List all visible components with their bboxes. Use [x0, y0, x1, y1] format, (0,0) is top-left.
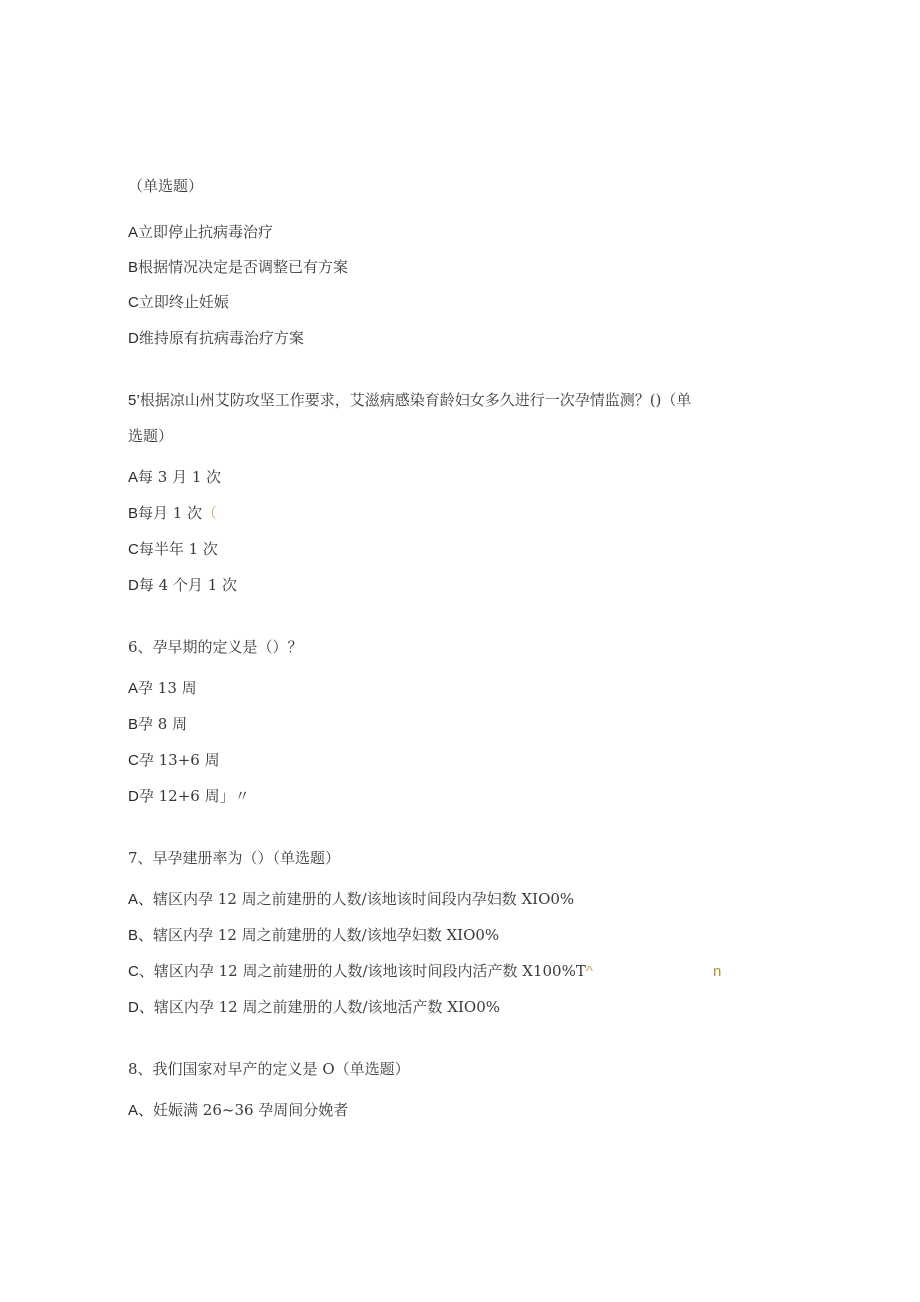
option-text: 立即停止抗病毒治疗 — [138, 223, 274, 241]
q5-title-line1 — [128, 390, 691, 411]
option-text: 每 4 个月 1 次 — [138, 576, 238, 594]
option-letter: A、 — [128, 891, 154, 908]
option-letter: C — [128, 752, 139, 769]
q5-text-line1: 根据凉山州艾防攻坚工作要求，艾滋病感染育龄妇女多久进行一次孕情监测？()（单 — [139, 391, 692, 409]
option-letter: D — [128, 788, 139, 805]
option-text: 孕 8 周 — [138, 715, 188, 733]
option-letter: C — [128, 294, 139, 311]
q5-option-d — [128, 575, 237, 596]
q4-option-c — [128, 292, 229, 313]
q8-option-a — [128, 1100, 348, 1121]
option-text: 孕 12+6 周」〃 — [138, 787, 250, 805]
option-text: 孕 13+6 周 — [138, 751, 220, 769]
q7-title: 7、早孕建册率为（）（单选题） — [128, 849, 341, 867]
q5-title-line2: 选题） — [128, 427, 174, 445]
option-text: 每半年 1 次 — [138, 540, 218, 558]
option-letter: A、 — [128, 1102, 154, 1119]
stray-mark: （ — [202, 505, 218, 522]
option-letter: C — [128, 541, 139, 558]
option-text: 立即终止妊娠 — [138, 293, 229, 311]
q7-option-a — [128, 889, 574, 910]
margin-mark: n — [713, 963, 722, 980]
q7-option-c — [128, 961, 593, 982]
q7-option-b — [128, 925, 499, 946]
q7-option-d — [128, 997, 500, 1018]
option-text: 每月 1 次 — [138, 504, 203, 522]
stray-mark: ^ — [585, 963, 593, 980]
option-letter: D、 — [128, 999, 154, 1016]
option-text: 孕 13 周 — [138, 679, 197, 697]
q4-tail: （单选题） — [128, 177, 204, 195]
q5-number: 5’ — [128, 392, 140, 409]
option-letter: B — [128, 259, 139, 276]
option-letter: A — [128, 680, 139, 697]
option-text: 辖区内孕 12 周之前建册的人数/该地该时间段内孕妇数 XIO0% — [153, 890, 575, 908]
option-letter: C、 — [128, 963, 154, 980]
q4-option-b — [128, 257, 348, 278]
option-text: 根据情况决定是否调整已有方案 — [138, 258, 349, 276]
q6-option-a — [128, 678, 197, 699]
q6-title: 6、孕早期的定义是（）？ — [128, 638, 303, 656]
option-letter: D — [128, 577, 139, 594]
q6-option-d — [128, 786, 250, 807]
q8-title: 8、我们国家对早产的定义是 O（单选题） — [128, 1060, 410, 1078]
option-text: 维持原有抗病毒治疗方案 — [138, 329, 304, 347]
q4-option-d — [128, 328, 304, 349]
option-text: 辖区内孕 12 周之前建册的人数/该地孕妇数 XIO0% — [153, 926, 500, 944]
q6-option-c — [128, 750, 220, 771]
q5-option-a — [128, 467, 221, 488]
option-text: 辖区内孕 12 周之前建册的人数/该地活产数 XIO0% — [153, 998, 500, 1016]
option-text: 辖区内孕 12 周之前建册的人数/该地该时间段内活产数 X100%T — [153, 962, 586, 980]
q5-option-b — [128, 503, 217, 524]
option-letter: A — [128, 224, 139, 241]
option-letter: A — [128, 469, 139, 486]
q6-option-b — [128, 714, 187, 735]
q5-option-c — [128, 539, 218, 560]
option-letter: B — [128, 716, 139, 733]
option-letter: B、 — [128, 927, 154, 944]
q4-option-a — [128, 222, 273, 243]
option-text: 每 3 月 1 次 — [138, 468, 222, 486]
option-letter: D — [128, 330, 139, 347]
option-text: 妊娠满 26~36 孕周间分娩者 — [153, 1101, 349, 1119]
option-letter: B — [128, 505, 139, 522]
